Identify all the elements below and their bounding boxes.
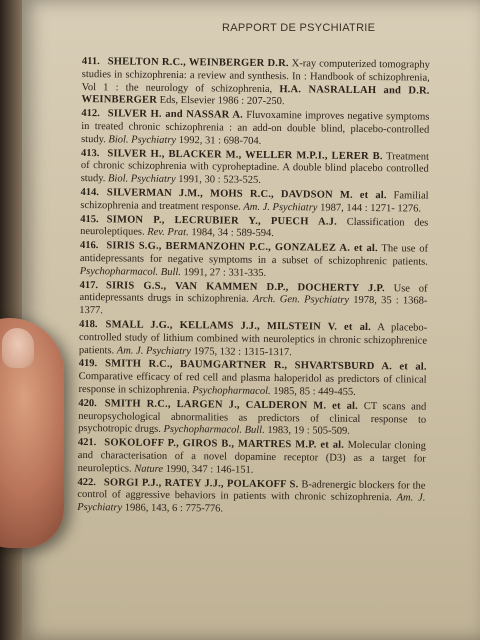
reference-number: 419.: [78, 358, 98, 370]
reference-authors: SMALL J.G., KELLAMS J.J., MILSTEIN V. et al.: [105, 319, 372, 333]
reference-title: X-ray computerized tomography studies in schizophrenia: a review and synthesis. In : Handbook of schizophrenia, Vol 1 : the neurology of schizophrenia,: [81, 58, 430, 95]
reference-list: [77, 56, 430, 520]
running-header: RAPPORT DE PSYCHIATRIE: [222, 22, 376, 34]
reference-source: Eds, Elsevier 1986 : 207-250.: [156, 95, 285, 108]
thumbnail: [2, 328, 34, 368]
reference-entry: [81, 56, 430, 111]
reference-title: Classification des neuroleptiques.: [80, 216, 429, 239]
reference-authors: SILVERMAN J.M., MOHS R.C., DAVDSON M. et al.: [106, 187, 387, 202]
book-page: [22, 0, 480, 640]
reference-authors: SHELTON R.C., WEINBERGER D.R.: [107, 56, 289, 70]
reference-editors: H.A. NASRALLAH and D.R. WEINBERGER: [81, 83, 430, 107]
thumb: [0, 318, 64, 548]
reference-entry: [81, 148, 429, 190]
reference-title: The use of antidepressants for negative symptoms in a subset of schizophrenic patients.: [79, 243, 429, 268]
reference-citation: 1983, 19 : 505-509.: [264, 425, 350, 438]
reference-number: 421.: [77, 437, 97, 449]
reference-entry: [79, 280, 427, 322]
reference-title: A placebo-controlled study of lithium combined with neuroleptics in chronic schizophrenice patients.: [78, 321, 428, 356]
reference-authors: SMITH R.C., LARGEN J., CALDERON M. et al.: [104, 397, 359, 412]
reference-journal: Arch. Gen. Psychiatry: [252, 294, 350, 307]
reference-number: 417.: [79, 279, 99, 291]
reference-authors: SIRIS G.S., VAN KAMMEN D.P., DOCHERTY J.P.: [105, 279, 385, 294]
reference-journal: Am. J. Psychiatry: [243, 201, 318, 214]
reference-title: B-adrenergic blockers for the control of aggressive behaviors in patients with chronic schizophrenia.: [77, 478, 426, 504]
reference-authors: SOKOLOFF P., GIROS B., MARTRES M.P. et al.: [104, 437, 345, 451]
reference-journal: Biol. Psychiatry: [107, 173, 176, 186]
reference-entry: [78, 398, 426, 440]
reference-number: 422.: [77, 476, 96, 488]
reference-citation: 1986, 143, 6 : 775-776.: [122, 502, 224, 515]
reference-authors: SMITH R.C., BAUMGARTNER R., SHVARTSBURD A. et al.: [105, 358, 427, 373]
reference-entry: [80, 214, 428, 243]
reference-entry: [77, 476, 425, 518]
reference-journal: Psychopharmacol.: [192, 385, 271, 397]
reference-number: 411.: [81, 56, 100, 68]
reference-journal: Am. J. Psychiatry: [77, 492, 426, 514]
reference-authors: SILVER H. and NASSAR A.: [107, 108, 244, 121]
reference-citation: 1991, 27 : 331-335.: [180, 266, 267, 279]
reference-entry: [81, 108, 429, 150]
reference-citation: 1991, 30 : 523-525.: [175, 174, 261, 187]
reference-number: 412.: [81, 108, 100, 120]
reference-authors: SIMON P., LECRUBIER Y., PUECH A.J.: [106, 213, 337, 228]
reference-title: Familial schizophrenia and treatment response.: [80, 190, 429, 213]
reference-journal: Am. J. Psychiatry: [116, 344, 191, 357]
reference-entry: [78, 437, 426, 479]
reference-citation: 1975, 132 : 1315-1317.: [190, 345, 292, 358]
reference-journal: Nature: [134, 463, 164, 475]
reference-entry: [80, 187, 428, 216]
reference-title: Comparative efficacy of red cell and plasma haloperidol as predictors of clinical response in schizophrenia.: [78, 371, 427, 397]
reference-authors: SIRIS S.G., BERMANZOHN P.C., GONZALEZ A. et al.: [106, 240, 378, 255]
reference-number: 413.: [80, 147, 100, 159]
reference-title: Fluvoxamine improves negative symptoms in treated chronic schizophrenia : an add-on double blind, placebo-controlled study.: [81, 109, 430, 146]
reference-number: 415.: [80, 213, 99, 225]
reference-number: 418.: [79, 318, 98, 331]
reference-number: 414.: [80, 186, 100, 199]
reference-citation: 1978, 35 : 1368-1377.: [79, 295, 428, 317]
reference-citation: 1990, 347 : 146-151.: [162, 463, 254, 476]
reference-entry: [78, 358, 426, 400]
reference-entry: [80, 240, 428, 282]
reference-journal: Psychopharmacol. Bull.: [79, 265, 182, 278]
reference-title: Use of antidepressants drugs in schizophrenia.: [79, 282, 428, 306]
reference-journal: Biol. Psychiatry: [108, 134, 177, 146]
reference-title: Molecular cloning and characterisation of a novel dopamine receptor (D3) as a target for neuroleptics.: [77, 439, 426, 475]
reference-citation: 1985, 85 : 449-455.: [270, 385, 356, 398]
reference-number: 420.: [78, 397, 97, 409]
reference-journal: Psychopharmacol. Bull.: [163, 424, 265, 437]
reference-number: 416.: [79, 240, 99, 252]
reference-journal: Rev. Prat.: [147, 227, 189, 239]
reference-title: Treatment of chronic schizophrenia with cyproheptadine. A double blind placebo controlled study.: [80, 150, 430, 185]
reference-citation: 1984, 34 : 589-594.: [188, 227, 274, 240]
reference-title: CT scans and neuropsychological abnormalities as predictors of clinical response to psychotropic drugs.: [78, 400, 427, 436]
reference-citation: 1987, 144 : 1271- 1276.: [317, 202, 422, 215]
reference-authors: SORGI P.J., RATEY J.J., POLAKOFF S.: [103, 476, 299, 490]
reference-entry: [79, 319, 427, 361]
reference-citation: 1992, 31 : 698-704.: [176, 134, 262, 147]
reference-authors: SILVER H., BLACKER M., WELLER M.P.I., LERER B.: [107, 147, 383, 162]
